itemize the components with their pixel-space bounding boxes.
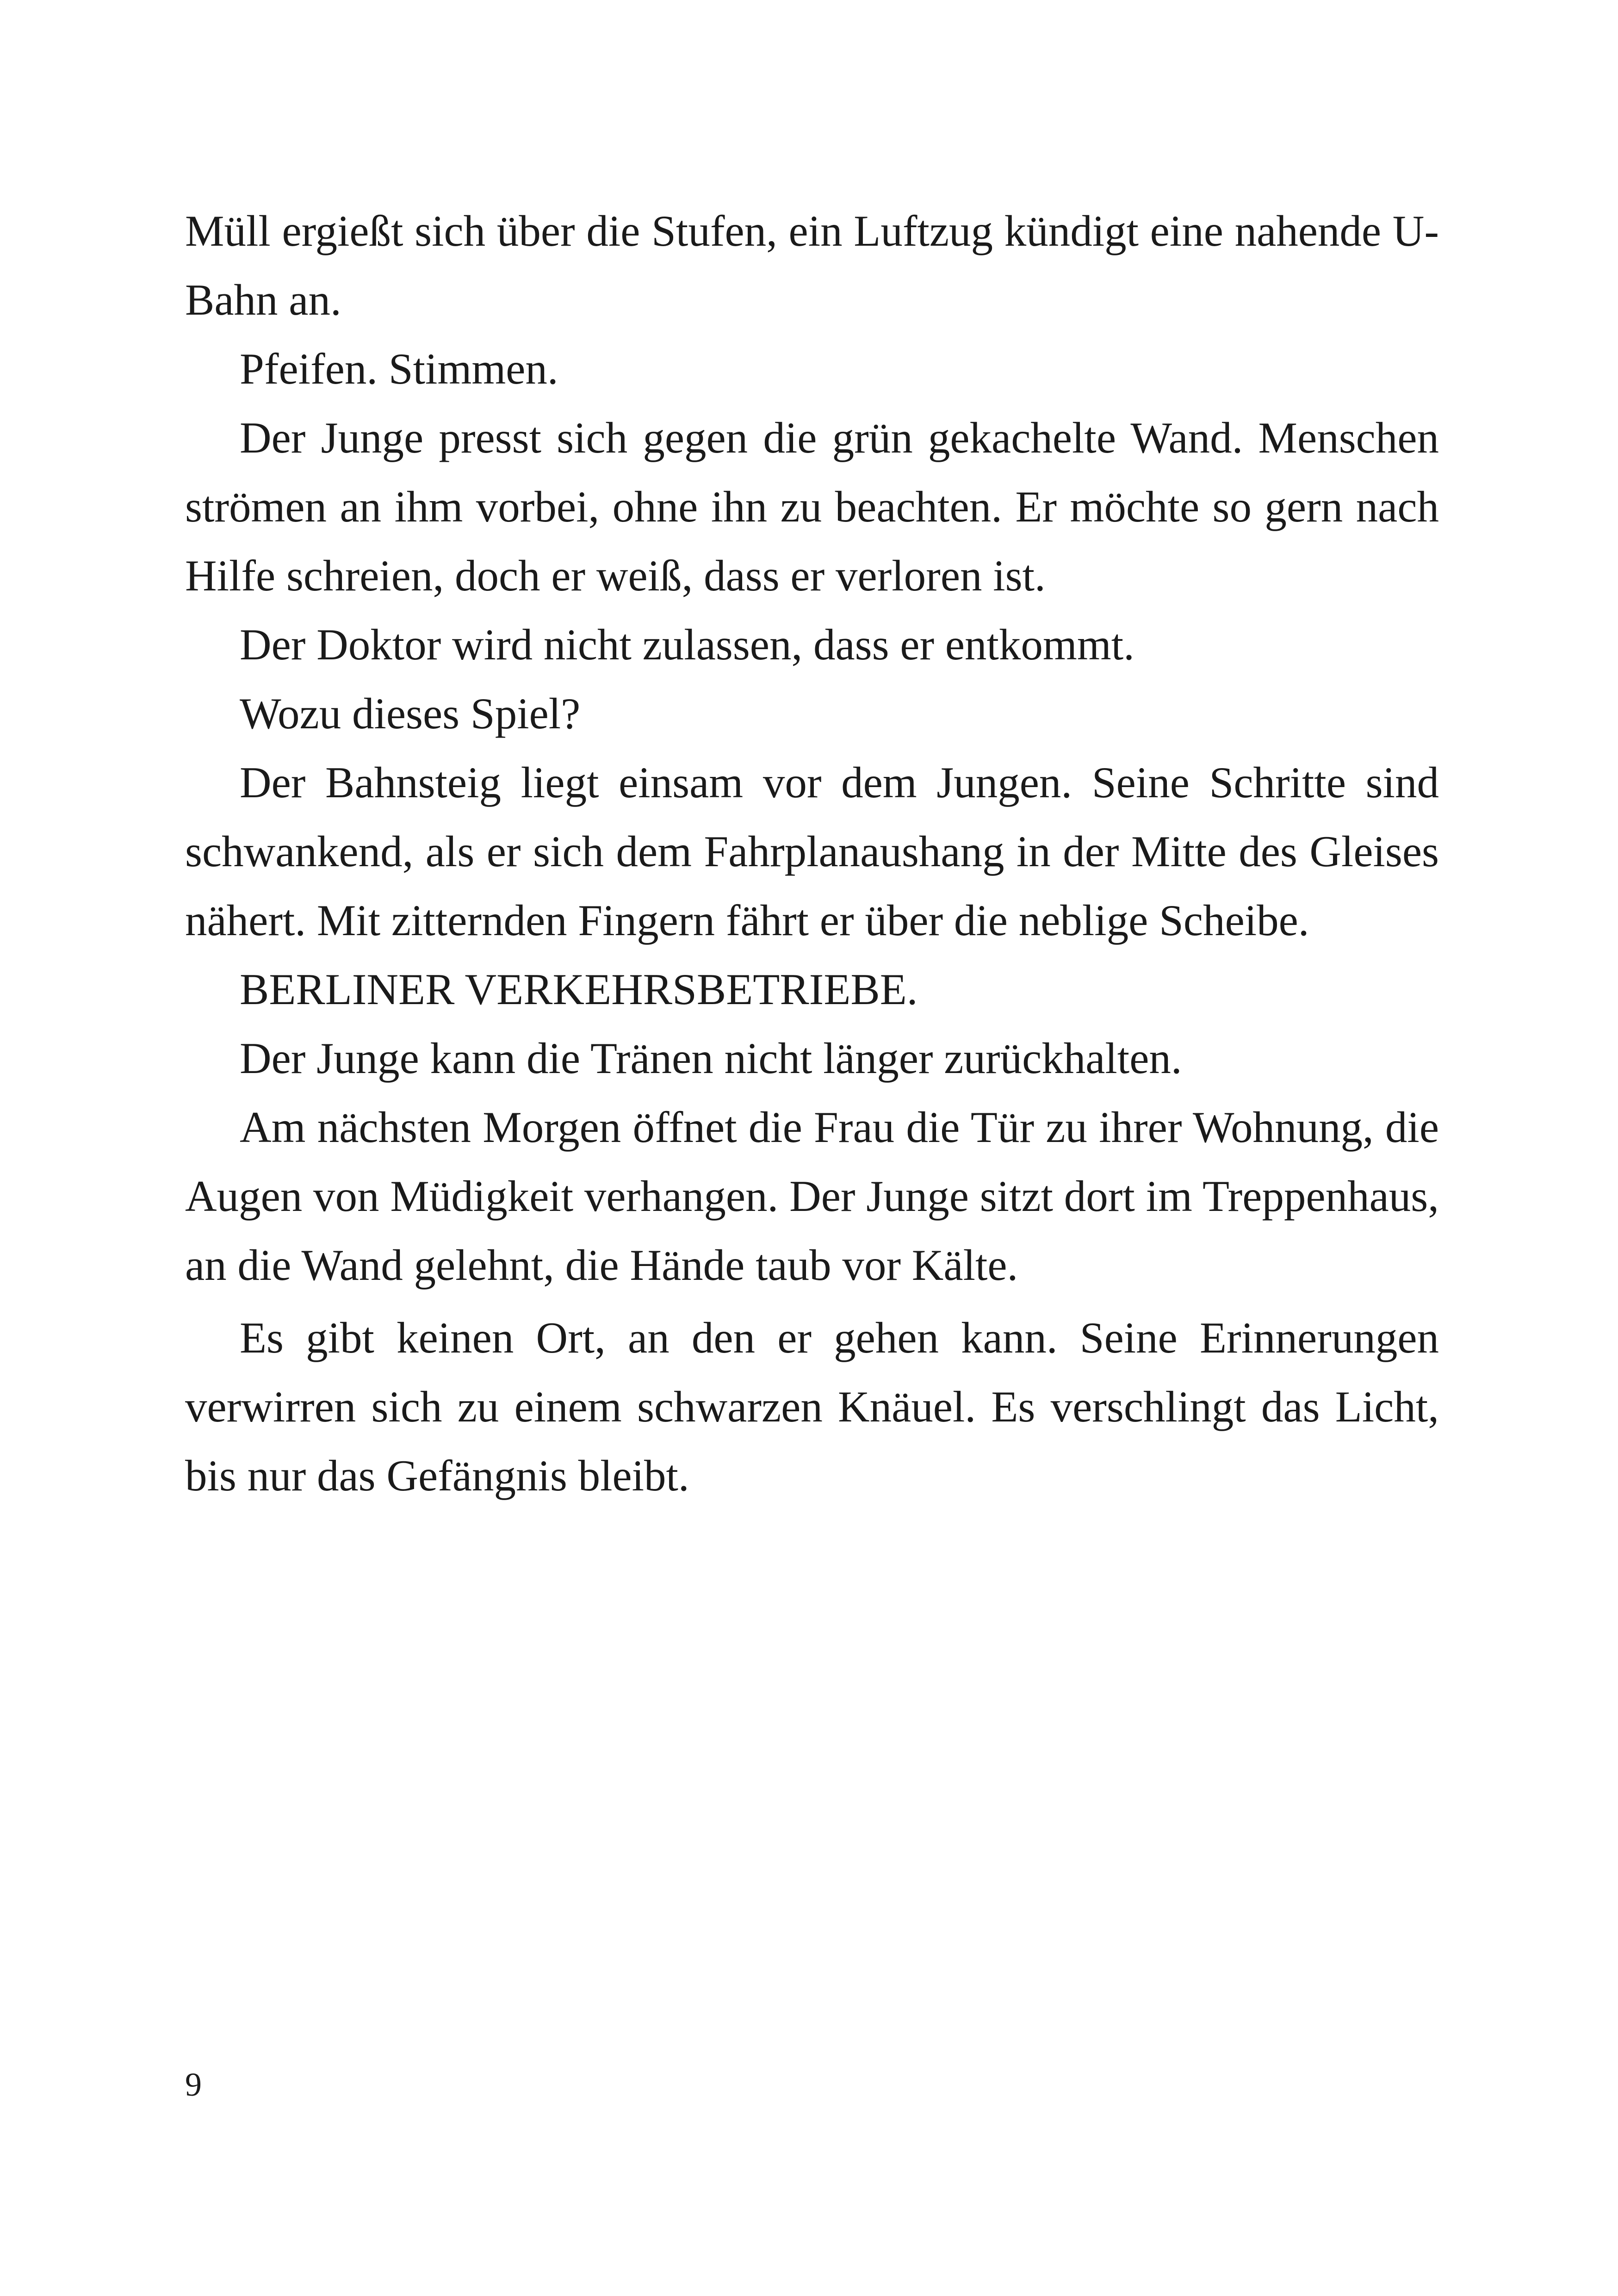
paragraph: BERLINER VERKEHRSBETRIEBE. bbox=[240, 965, 918, 1014]
paragraph: Es gibt keinen Ort, an den er gehen kann. Seine Erinnerungen verwirren sich zu einem schwarzen Knäuel. Es verschlingt das Licht, bis nur das Gefängnis bleibt. bbox=[185, 1313, 1439, 1500]
paragraph: Müll ergießt sich über die Stufen, ein Luftzug kündigt eine nahende U-Bahn an. bbox=[185, 206, 1439, 324]
paragraph: Am nächsten Morgen öffnet die Frau die Tür zu ihrer Wohnung, die Augen von Müdigkeit verhangen. Der Junge sitzt dort im Treppenhaus, an die Wand gelehnt, die Hände taub vor Kälte. bbox=[185, 1103, 1439, 1290]
paragraph: Der Doktor wird nicht zulassen, dass er entkommt. bbox=[240, 620, 1134, 669]
paragraph: Der Bahnsteig liegt einsam vor dem Jungen. Seine Schritte sind schwankend, als er sich dem Fahrplanaushang in der Mitte des Gleises nähert. Mit zitternden Fingern fährt er über die neblige Scheibe. bbox=[185, 758, 1439, 945]
body-text bbox=[185, 197, 1439, 1510]
paragraph: Der Junge presst sich gegen die grün gekachelte Wand. Menschen strömen an ihm vorbei, ohne ihn zu beachten. Er möchte so gern nach Hilfe schreien, doch er weiß, dass er verloren ist. bbox=[185, 413, 1439, 600]
paragraph: Der Junge kann die Tränen nicht länger zurückhalten. bbox=[240, 1034, 1182, 1083]
paragraph: Wozu dieses Spiel? bbox=[240, 689, 581, 738]
paragraph: Pfeifen. Stimmen. bbox=[240, 344, 558, 393]
page-number: 9 bbox=[185, 2066, 202, 2103]
